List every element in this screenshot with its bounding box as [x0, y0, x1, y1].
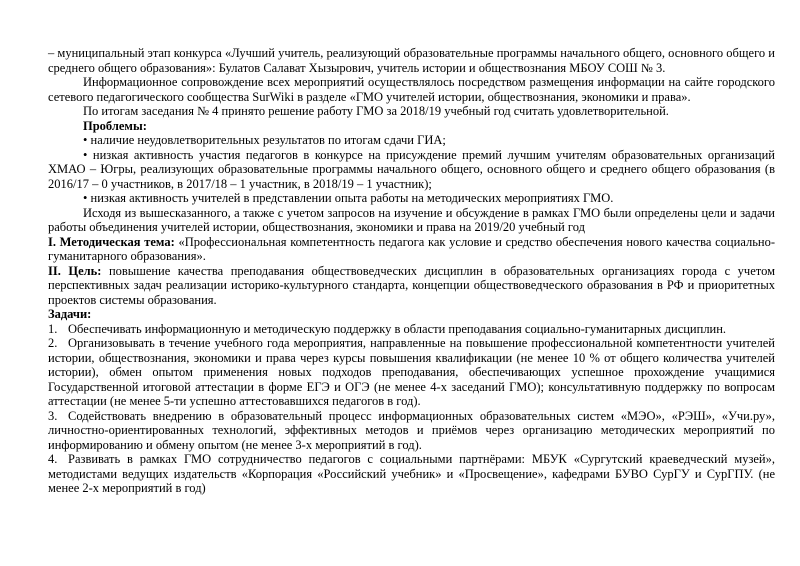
task-item-2 — [48, 336, 775, 409]
task-item-4 — [48, 452, 775, 496]
task-item-2-number: 2. — [48, 336, 58, 350]
intro-paragraph-1: – муниципальный этап конкурса «Лучший учитель, реализующий образовательные программы начального общего, основного общего и среднего общего образования»: Булатов Салават Хызырович, учитель истории и обществознания МБОУ СОШ № 3. — [48, 46, 775, 75]
goal-paragraph — [48, 264, 775, 308]
task-item-3 — [48, 409, 775, 453]
intro-paragraph-3: По итогам заседания № 4 принято решение работу ГМО за 2018/19 учебный год считать удовлетворительной. — [83, 104, 669, 118]
problems-heading: Проблемы: — [83, 118, 147, 133]
task-item-2-text: Организовывать в течение учебного года мероприятия, направленные на повышение профессиональной компетентности учителей истории, обществознания, экономики и права через курсы повышения квалификации (не менее 10 % от общего количества учителей истории), обмен опытом применения новых подходов преподавания, обеспечивающих успешное прохождение учащимися Государственной итоговой аттестации в форме ЕГЭ и ОГЭ (не менее 4-х заседаний ГМО); консультативную поддержку по вопросам аттестации (не менее 5-ти успешно аттестовавшихся педагогов в год). — [48, 336, 775, 408]
problems-item-1: • наличие неудовлетворительных результатов по итогам сдачи ГИА; — [83, 133, 446, 147]
goal-label: II. Цель: — [48, 263, 102, 278]
task-item-1 — [48, 322, 775, 337]
intro-paragraph-2: Информационное сопровождение всех мероприятий осуществлялось посредством размещения информации на сайте городского сетевого педагогического сообщества SurWiki в разделе «ГМО учителей истории, обществознания, экономики и права». — [48, 75, 775, 104]
task-item-3-number: 3. — [48, 408, 58, 423]
problems-item-3: • низкая активность учителей в представлении опыта работы на методических мероприятиях ГМО. — [83, 191, 614, 205]
methodical-theme-label: I. Методическая тема: — [48, 234, 175, 249]
tasks-heading: Задачи: — [48, 307, 92, 321]
problems-conclusion: Исходя из вышесказанного, а также с учетом запросов на изучение и обсуждение в рамках ГМО были определены цели и задачи работы объединения учителей истории, обществознания, экономики и права на 2019/20 учебный год — [48, 205, 775, 234]
goal-text: повышение качества преподавания обществоведческих дисциплин в образовательных организациях города с учетом перспективных задач реализации историко-культурного стандарта, концепции обществоведческого образования в РФ и приоритетных проектов системы образования. — [48, 263, 775, 307]
methodical-theme-text: «Профессиональная компетентность педагога как условие и средство обеспечения нового качества социально-гуманитарного образования». — [48, 234, 776, 263]
task-item-1-number: 1. — [48, 321, 58, 336]
task-item-4-number: 4. — [48, 452, 58, 466]
methodical-theme-paragraph — [48, 235, 775, 264]
task-item-4-text: Развивать в рамках ГМО сотрудничество педагогов с социальными партнёрами: МБУК «Сургутский краеведческий музей», методистами ведущих издательств «Корпорация «Российский учебник» и «Просвещение», кафедрами БУВО СурГУ и СурГПУ. (не менее 2-х мероприятий в год) — [48, 452, 775, 495]
problems-item-2: • низкая активность участия педагогов в конкурсе на присуждение премий лучшим учителям образовательных организаций ХМАО – Югры, реализующих образовательные программы начального общего, основного общего и среднего общего образования (в 2016/17 – 0 участников, в 2017/18 – 1 участник, в 2018/19 – 1 участник); — [48, 147, 775, 191]
task-item-1-text: Обеспечивать информационную и методическую поддержку в области преподавания социально-гуманитарных дисциплин. — [68, 321, 727, 336]
task-item-3-text: Содействовать внедрению в образовательный процесс информационных образовательных систем «МЭО», «РЭШ», «Учи.ру», личностно-ориентированных технологий, эффективных методов и приёмов через организацию методических мероприятий по информированию и обмену опытом (не менее 3-х мероприятий в год). — [48, 408, 775, 452]
